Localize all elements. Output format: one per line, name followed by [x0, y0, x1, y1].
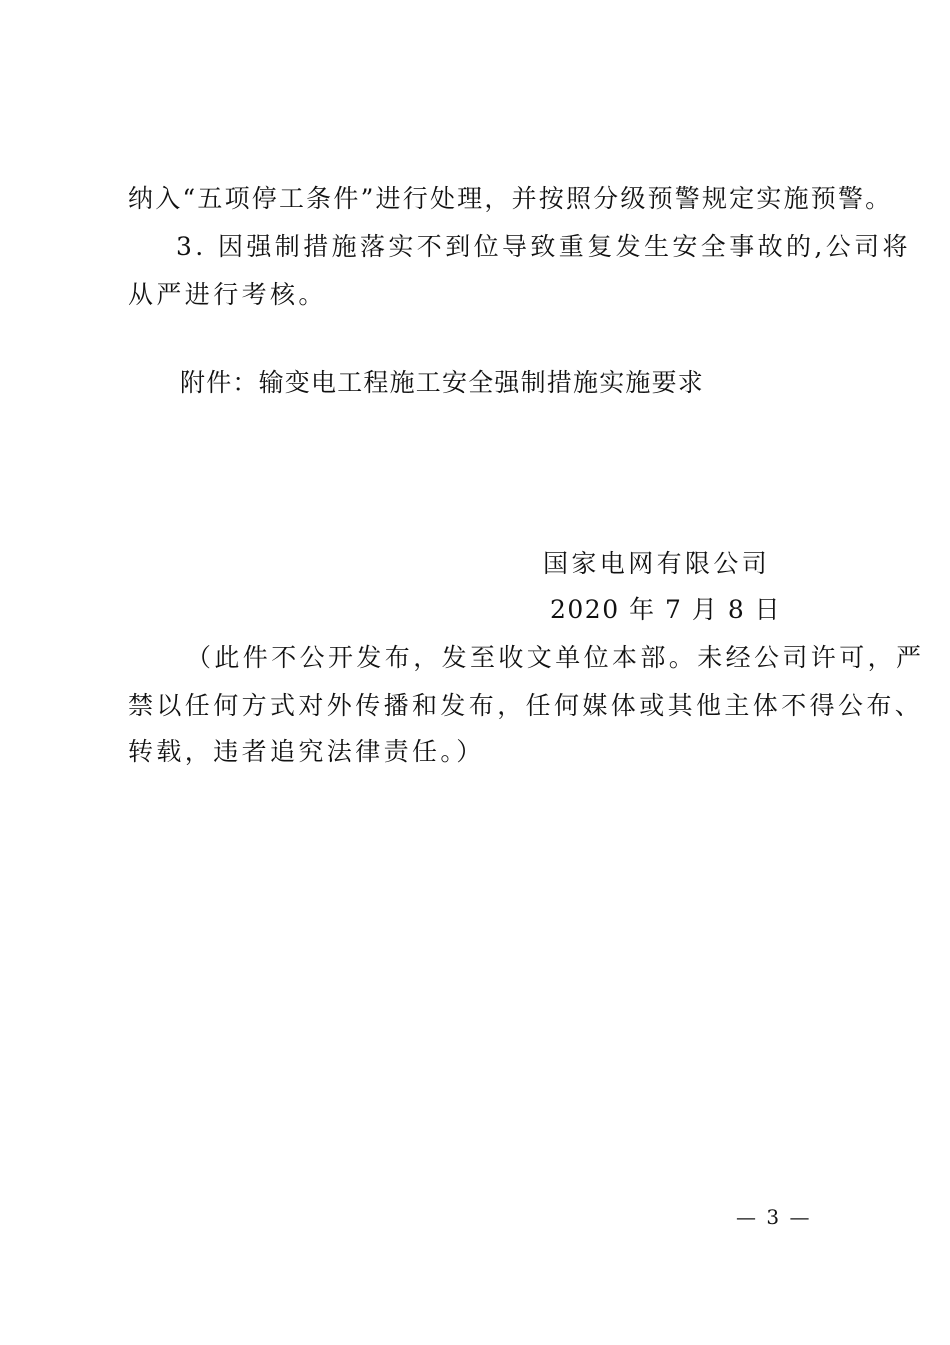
distribution-notice-line: （此件不公开发布，发至收文单位本部。未经公司许可，严: [186, 643, 925, 672]
distribution-notice-line: 禁以任何方式对外传播和发布，任何媒体或其他主体不得公布、: [128, 691, 924, 720]
page-number: — 3 —: [736, 1205, 812, 1229]
body-paragraph-line: 纳入“五项停工条件”进行处理，并按照分级预警规定实施预警。: [128, 184, 893, 213]
attachment-note: 附件：输变电工程施工安全强制措施实施要求: [180, 368, 705, 397]
signature-date: 2020 年 7 月 8 日: [550, 595, 782, 624]
distribution-notice-line: 转载，违者追究法律责任。）: [128, 737, 485, 766]
body-paragraph-line: 从严进行考核。: [128, 280, 327, 309]
signature-organization: 国家电网有限公司: [543, 549, 771, 578]
body-paragraph-line: 3. 因强制措施落实不到位导致重复发生安全事故的,公司将: [176, 232, 911, 261]
